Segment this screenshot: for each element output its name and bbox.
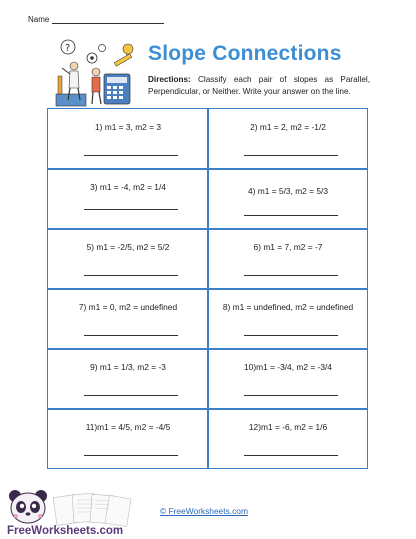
- logo-text: FreeWorksheets.com: [7, 525, 124, 537]
- answer-line[interactable]: [244, 335, 338, 336]
- problem-text: 3) m1 = -4, m2 = 1/4: [90, 182, 166, 192]
- problem-cell: [48, 169, 208, 229]
- math-students-illustration: [48, 38, 140, 108]
- problem-text: 6) m1 = 7, m2 = -7: [253, 242, 323, 252]
- directions: [148, 74, 370, 98]
- problem-cell: [208, 109, 368, 169]
- copyright-link[interactable]: © FreeWorksheets.com: [160, 506, 248, 516]
- answer-line[interactable]: [84, 275, 178, 276]
- problem-cell: [208, 229, 368, 289]
- answer-line[interactable]: [244, 275, 338, 276]
- answer-line[interactable]: [244, 455, 338, 456]
- name-field-row: [28, 15, 164, 24]
- directions-text: Classify each pair of slopes as Parallel, Perpendicular, or Neither. Write your answer on the line.: [148, 75, 370, 96]
- problem-text: 2) m1 = 2, m2 = -1/2: [250, 122, 326, 132]
- answer-line[interactable]: [244, 215, 338, 216]
- answer-line[interactable]: [244, 395, 338, 396]
- problem-text: 8) m1 = undefined, m2 = undefined: [222, 302, 354, 312]
- answer-line[interactable]: [84, 209, 178, 210]
- answer-line[interactable]: [84, 395, 178, 396]
- name-input-line[interactable]: [52, 16, 164, 24]
- answer-line[interactable]: [244, 155, 338, 156]
- answer-line[interactable]: [84, 155, 178, 156]
- problem-cell: [208, 289, 368, 349]
- name-label: Name: [28, 15, 50, 24]
- problem-text: 1) m1 = 3, m2 = 3: [94, 122, 162, 132]
- problem-text: 7) m1 = 0, m2 = undefined: [78, 302, 178, 312]
- problem-cell: [48, 289, 208, 349]
- problem-cell: [208, 349, 368, 409]
- svg-text:?: ?: [65, 43, 71, 54]
- problem-text: 5) m1 = -2/5, m2 = 5/2: [86, 242, 170, 252]
- problem-text: 10)m1 = -3/4, m2 = -3/4: [244, 362, 332, 372]
- problem-cell: [48, 349, 208, 409]
- problem-cell: [208, 409, 368, 469]
- problem-cell: [208, 169, 368, 229]
- answer-line[interactable]: [84, 335, 178, 336]
- problem-cell: [48, 409, 208, 469]
- page-title: Slope Connections: [148, 42, 342, 65]
- problem-text: 9) m1 = 1/3, m2 = -3: [90, 362, 166, 372]
- problem-cell: [48, 229, 208, 289]
- problem-text: 4) m1 = 5/3, m2 = 5/3: [247, 186, 329, 196]
- problem-cell: [48, 109, 208, 169]
- answer-line[interactable]: [84, 455, 178, 456]
- problem-text: 11)m1 = 4/5, m2 = -4/5: [85, 422, 171, 432]
- problem-grid: [47, 108, 368, 469]
- problem-text: 12)m1 = -6, m2 = 1/6: [248, 422, 328, 432]
- freeworksheets-logo: [3, 486, 153, 538]
- directions-label: Directions:: [148, 75, 191, 84]
